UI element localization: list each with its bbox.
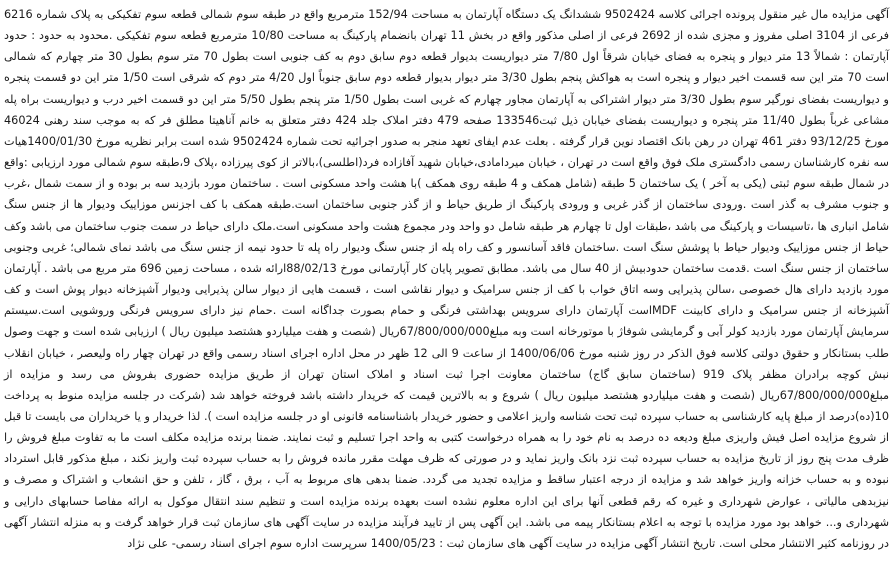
- auction-notice-text: آگهی مزایده مال غیر منقول پرونده اجرائی کلاسه 9502424 ششدانگ یک دستگاه آپارتمان به مساحت 152/94 مترمربع واقع در طبقه سوم شمالی قطعه سوم تفکیکی به پلاک شماره 6216 فرعی از 3104 اصلی مفروز و مجزی شده از 2692 فرعی از اصلی مذکور واقع در بخش 11 تهران بانضمام پارکینگ به مساحت 10/80 مترمربع قطعه سوم تفکیکی .محدود به حدود : حدود آپارتمان : شمالاً 13 متر دیوار و پنجره به فضای خیابان شرقاً اول 7/80 متر دیواریست بدیوار قطعه دوم سابق دوم به کف جنوبی است بطول 70 متر سوم بطول 30 متر چهارم که شمالی است 70 متر این سه قسمت اخیر دیوار و پنجره است به هواکش پنجم بطول 3/30 متر دیوار بدیوار قطعه دوم سابق جنوباً اول 4/20 متر دوم که شرقی است 1/50 متر این دو قسمت پنجره و دیواریست بفضای نورگیر سوم بطول 3/30 متر دیوار اشتراکی به آپارتمان مجاور چهارم که غربی است بطول 1/50 متر پنجم بطول 5/50 متر این دو قسمت اخیر درب و دیواریست براه پله مشاعی غرباً بطول 11/40 متر پنجره و دیواریست بفضای خیابان ذیل ثبت133546 صفحه 479 دفتر املاک جلد 424 دفتر متعلق به خانم آناهیتا مطلق فر که به موجب سند رهنی 46024 مورخ 93/12/25 دفتر 461 تهران در رهن بانک اقتصاد نوین قرار گرفته . بعلت عدم ایفای تعهد منجر به صدور اجرائیه تحت شماره 9502424 شده است برابر نظریه مورخ 1400/01/30هیات سه نفره کارشناسان رسمی دادگستری ملک فوق واقع است در تهران ، خیابان میردامادی،خیابان شهید آفازاده فرد(اطلسی)،بالاتر از کوی پیرزاده ،پلاک 9،طبقه سوم شمالی مورد ارزیابی :واقع در شمال طبقه سوم ثبتی (یکی به آخر ) یک ساختمان 5 طبقه (شامل همکف و 4 طبقه روی همکف )با هشت واحد مسکونی است . ساختمان مورد بازدید سه بر بوده و از سمت شمال ،غرب و جنوب مشرف به گذر است .ورودی ساختمان از گذر غربی و ورودی پارکینگ از طریق حیاط و از گذر جنوبی ساختمان است.طبقه همکف با کف اجزنس موزاییک ودیوار ها از جنس سنگ شامل انباری ها ،تاسیسات و پارکینگ می باشد ،طبقات اول تا چهارم هر طبقه شامل دو واحد ودر مجموع هشت واحد مسکونی است.ملک دارای حیاط در سمت جنوب ساختمان می باشد وکف حیاط از جنس موزاییک ودیوار حیاط با پوشش سنگ است .ساختمان فاقد آسانسور و کف راه پله از جنس سنگ ودیوار راه پله تا حدود نیمه از جنس سنگ می باشد نمای شمالی؛ غربی وجنوبی ساختمان از جنس سنگ است .قدمت ساختمان حدودبیش از 40 سال می باشد. مطابق تصویر پایان کار آپارتمانی مورخ 88/02/13ارائه شده ، مساحت زمین 696 متر مربع می باشد . آپارتمان مورد بازدید دارای هال خصوصی ،سالن پذیرایی وسه اتاق خواب با کف از جنس سرامیک و دیوار نقاشی است ، قسمت هایی از دیوار سالن پذیرایی ودیوار آشپزخانه دیوار پوش است و کف آشپزخانه از جنس سرامیک و دارای کابینت MDFاست آپارتمان دارای سرویس بهداشتی فرنگی و حمام بصورت جداگانه است .حمام نیز دارای سرویس فرنگی وروشویی است.سیستم سرمایش آپارتمان مورد بازدید کولر آبی و گرمایشی شوفاژ با موتورخانه است وبه مبلغ67/800/000/000ریال (شصت و هفت میلیاردو هشتصد میلیون ریال ) ارزیابی شده است و جهت وصول طلب بستانکار و حقوق دولتی کلاسه فوق الذکر در روز شنبه مورخ 1400/06/06 از ساعت 9 الی 12 ظهر در محل اداره اجرای اسناد رسمی واقع در تهران چهار راه ولیعصر ، خیابان انقلاب نبش کوچه برادران مظفر پلاک 919 (ساختمان سابق گاج) ساختمان معاونت اجرا ثبت اسناد و املاک استان تهران از طریق مزایده حضوری بفروش می رسد و مزایده از مبلغ67/800/000/000ریال (شصت و هفت میلیاردو هشتصد میلیون ریال ) شروع و به بالاترین قیمت که خریدار داشته باشد فروخته خواهد شد (شرکت در جلسه مزایده منوط به پرداخت 10(ده)درصد از مبلغ پایه کارشناسی به حساب سپرده ثبت تحت شناسه واریز اعلامی و حضور خریدار باشناسنامه قانونی او در جلسه مزایده است ). لذا خریدار و یا خریداران می بایست تا قبل از شروع مزایده اصل فیش واریزی مبلغ ودیعه ده درصد به نام خود را به همراه درخواست کتبی به واحد اجرا تسلیم و ثبت نمایند. ضمنا برنده مزایده مکلف است ما به تفاوت مبلغ فروش را ظرف مدت پنج روز از تاریخ مزایده به حساب سپرده ثبت نزد بانک واریز نماید و در صورتی که ظرف مهلت مقرر مانده فروش را به حساب سپرده ثبت واریز نکند ، مبلغ مذکور قابل استرداد نبوده و به حساب خزانه واریز خواهد شد و مزایده از درجه اعتبار ساقط و مزایده تجدید می گردد. ضمنا بدهی های مربوط به آب ، برق ، گاز ، تلفن و حق انشعاب و اشتراک و مصرف و نیزبدهی مالیاتی ، عوارض شهرداری و غیره که رقم قطعی آنها برای این اداره معلوم نشده است بعهده برنده مزایده است و تنظیم سند انتقال موکول به ارائه مفاصا حسابهای دارایی و شهرداری و... خواهد بود مورد مزایده با توجه به اعلام بستانکار پیمه می باشد. این آگهی پس از تایید فرآیند مزایده در سایت آگهی های سازمان ثبت قرار خواهد گرفت و به منزله انتشار آگهی در روزنامه کثیر الانتشار محلی است. تاریخ انتشار آگهی مزایده در سایت آگهی های سازمان ثبت : 1400/05/23 سرپرست اداره سوم اجرای اسناد رسمی- علی نژاد: [4, 8, 890, 550]
